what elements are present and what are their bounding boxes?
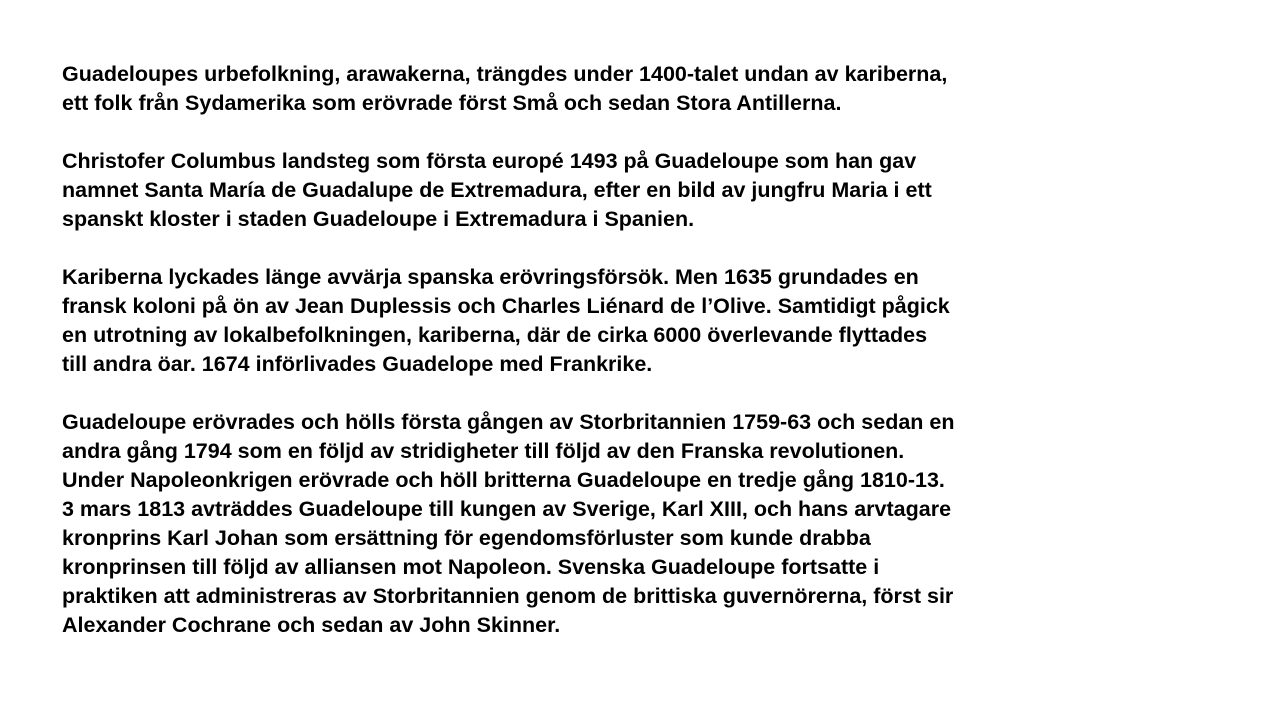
text-line: andra gång 1794 som en följd av stridigheter till följd av den Franska revolutionen. [62,439,905,463]
text-line: namnet Santa María de Guadalupe de Extremadura, efter en bild av jungfru Maria i ett [62,178,932,202]
text-line: 3 mars 1813 avträddes Guadeloupe till kungen av Sverige, Karl XIII, och hans arvtagare [62,497,952,521]
text-line: spanskt kloster i staden Guadeloupe i Extremadura i Spanien. [62,207,695,231]
text-line: kronprins Karl Johan som ersättning för egendomsförluster som kunde drabba [62,526,871,550]
text-line: Christofer Columbus landsteg som första europé 1493 på Guadeloupe som han gav [62,149,917,173]
paragraph-arawaks [62,60,1232,118]
text-line: en utrotning av lokalbefolkningen, kariberna, där de cirka 6000 överlevande flyttades [62,323,928,347]
text-line: Guadeloupes urbefolkning, arawakerna, trängdes under 1400-talet undan av kariberna, [62,62,948,86]
text-line: till andra öar. 1674 införlivades Guadelope med Frankrike. [62,352,653,376]
text-line: Guadeloupe erövrades och hölls första gången av Storbritannien 1759-63 och sedan en [62,410,955,434]
text-line: Under Napoleonkrigen erövrade och höll britterna Guadeloupe en tredje gång 1810-13. [62,468,945,492]
text-line: ett folk från Sydamerika som erövrade först Små och sedan Stora Antillerna. [62,91,842,115]
paragraph-french-colony [62,263,1232,379]
paragraph-columbus [62,147,1232,234]
text-line: praktiken att administreras av Storbritannien genom de brittiska guvernörerna, först sir [62,584,954,608]
text-line: fransk koloni på ön av Jean Duplessis och Charles Liénard de l’Olive. Samtidigt pågick [62,294,950,318]
paragraph-british-swedish [62,408,1232,640]
slide-body-text [62,60,1232,669]
text-line: Kariberna lyckades länge avvärja spanska erövringsförsök. Men 1635 grundades en [62,265,919,289]
text-line: kronprinsen till följd av alliansen mot Napoleon. Svenska Guadeloupe fortsatte i [62,555,880,579]
text-line: Alexander Cochrane och sedan av John Skinner. [62,613,561,637]
